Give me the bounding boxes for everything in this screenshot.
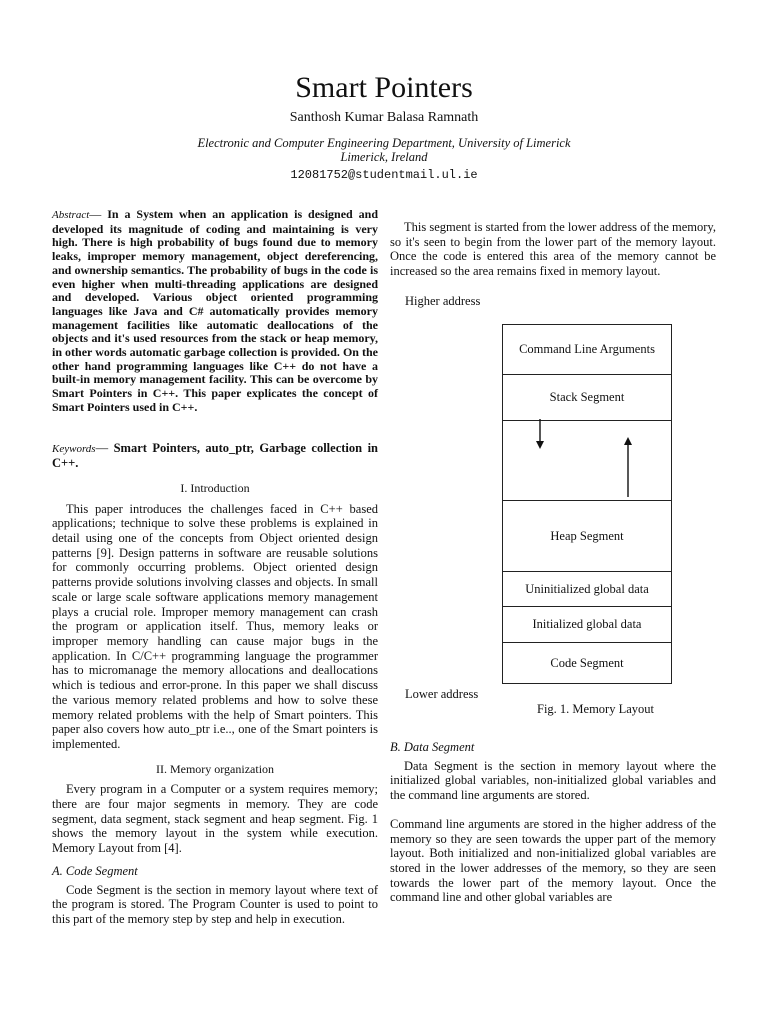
abstract-text: In a System when an application is designed and developed its magnitude of coding and maintaining is very high. There is high probability of bugs found due to memory leaks, improper memory management, object dereferencing, and ownership semantics. The probability of bugs in the code is even higher when multi-threading applications are designed and developed. Various object oriented programming languages like Java and C# automatically provides memory management facilities like automatic deallocations of the objects and it's used resources from the stack or heap memory, in other words automatic garbage collection is provided. On the other hand programming languages like C++ do not have a built-in memory management facility. This can be overcome by Smart Pointers in C++. This paper explicates the concept of Smart Pointers used in C++. [52, 207, 379, 414]
paper-email: 12081752@studentmail.ul.ie [290, 168, 478, 182]
keywords-text: Smart Pointers, auto_ptr, Garbage collection in C++. [52, 440, 378, 471]
segment-heap: Heap Segment [503, 500, 671, 572]
abstract-paragraph [52, 208, 378, 415]
paper-title: Smart Pointers [295, 71, 473, 104]
intro-paragraph: This paper introduces the challenges faced in C++ based applications; technique to solve these problems is explained in detail using one of the concepts from Object oriented design patterns [9]. Design patterns in software are reusable solutions for commonly occurring problems. Object oriented design patterns provide solutions involving classes and objects. In small scale or large scale software applications memory management plays a crucial role. Improper memory management can crash the program or application itself. Thus, memory leaks or improper memory handling can cause major bugs in the application. In C/C++ programming language the programmer has to micromanage the memory allocations and deallocations which is tedious and error-prone. In this paper we shall discuss the various memory related problems and how to solve these memory related problems with the help of Smart pointers. This paper also covers how auto_ptr i.e.., one of the Smart pointers is implemented. [52, 501, 378, 751]
stack-growth-down-arrow-icon [531, 419, 551, 479]
data-segment-heading: B. Data Segment [390, 740, 475, 754]
code-segment-continued: This segment is started from the lower address of the memory, so it's seen to begin from the lower part of the memory layout. Once the code is entered this area of the memory cannot be increased so the area remains fixed in memory layout. [390, 220, 716, 279]
keywords-dash: — [95, 440, 114, 455]
code-segment-heading: A. Code Segment [52, 863, 138, 878]
segment-stack: Stack Segment [503, 375, 671, 421]
memory-layout-figure [502, 324, 672, 684]
lower-address-label: Lower address [405, 687, 479, 701]
memory-org-paragraph: Every program in a Computer or a system requires memory; there are four major segments in memory. They are code segment, data segment, stack segment and heap segment. Fig. 1 shows the memory layout in the system while execution. Memory Layout from [4]. [52, 782, 378, 856]
figure-caption: Fig. 1. Memory Layout [537, 702, 655, 716]
data-segment-paragraph-1: Data Segment is the section in memory layout where the initialized global variables, non-initialized global variables and the command line arguments are stored. [390, 758, 716, 803]
segment-command-line: Command Line Arguments [503, 325, 671, 375]
keywords-label: Keywords [52, 442, 96, 455]
segment-uninitialized: Uninitialized global data [503, 572, 671, 607]
memory-org-heading: II. Memory organization [155, 761, 275, 776]
abstract-dash: — [89, 207, 108, 221]
paper-authors: Santhosh Kumar Balasa Ramnath [289, 110, 479, 125]
left-column [52, 208, 378, 927]
heap-growth-up-arrow-icon [618, 437, 638, 499]
intro-heading: I. Introduction [180, 480, 250, 495]
paper-affiliation: Electronic and Computer Engineering Department, University of Limerick Limerick, Ireland [197, 136, 571, 164]
keywords-paragraph [52, 441, 378, 471]
data-segment-paragraph-2: Command line arguments are stored in the higher address of the memory so they are seen towards the upper part of the memory layout. Both initialized and non-initialized global variables are stored in the lower addresses of the memory, so they are seen towards the lower part of the memory layout. Once the command line and other global variables are [390, 816, 716, 905]
higher-address-label: Higher address [405, 294, 481, 308]
right-column-top [390, 220, 716, 279]
code-segment-paragraph: Code Segment is the section in memory layout where text of the program is stored. The Program Counter is used to point to this part of the memory step by step and help in execution. [52, 882, 378, 926]
segment-code: Code Segment [550, 655, 624, 670]
segment-initialized: Initialized global data [503, 607, 671, 643]
abstract-label: Abstract [52, 209, 90, 221]
right-column-bottom [390, 740, 716, 905]
